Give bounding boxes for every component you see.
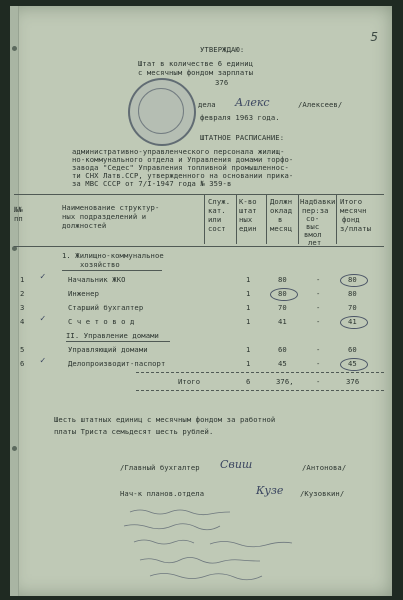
row-fund: 41 [348, 317, 357, 326]
row-bonus: - [316, 359, 321, 368]
row-bonus: - [316, 345, 321, 354]
heading-line: административно-управленческого персонала жилищ- [72, 147, 285, 156]
table-header-rule [14, 246, 384, 247]
row-bonus: - [316, 289, 321, 298]
approval-dept: дела [198, 100, 216, 109]
row-bonus: - [316, 317, 321, 326]
header-bonus-line: выс [306, 222, 320, 231]
approval-amount: 376 [215, 78, 229, 87]
total-label: Итого [178, 377, 201, 386]
column-divider [236, 194, 237, 244]
scribble-line [210, 542, 292, 547]
header-count-line: ных [239, 215, 253, 224]
summary-line: платы Триста семьдесят шесть рублей. [54, 427, 214, 436]
circled-value [340, 316, 368, 329]
heading-line: ти СНХ Латв.ССР, утвержденного на основании прика- [72, 171, 294, 180]
table-top-rule [14, 194, 384, 195]
scribble-line [140, 558, 260, 564]
header-bonus-line: вмол [304, 230, 322, 239]
header-bonus-line: лет [308, 238, 322, 247]
header-cat-line: Служ. [208, 197, 231, 206]
chief-accountant-signature: Свиш [220, 458, 253, 471]
planning-head-signature: Кузе [256, 484, 284, 497]
row-count: 1 [246, 345, 251, 354]
row-bonus: - [316, 275, 321, 284]
section-title-1-cont: хозяйство [80, 260, 120, 269]
row-num: 3 [20, 303, 25, 312]
header-count-line: един [239, 224, 257, 233]
row-fund: 45 [348, 359, 357, 368]
header-count-line: штат [239, 206, 257, 215]
row-salary: 41 [278, 317, 287, 326]
header-bonus-line: со- [306, 214, 320, 223]
row-fund: 70 [348, 303, 357, 312]
row-count: 1 [246, 275, 251, 284]
heading-line: завода "Седес" Управления топливной промышленнос- [72, 163, 289, 172]
header-name-line: должностей [62, 221, 107, 230]
total-rule-top [136, 372, 384, 373]
planning-head-role: Нач-к планов.отдела [120, 489, 205, 498]
row-num: 5 [20, 345, 25, 354]
row-salary: 80 [278, 289, 287, 298]
row-num: 2 [20, 289, 25, 298]
header-name-line: Наименование структур- [62, 203, 160, 212]
heading-line: но-коммунального отдела и Управления домами торфо- [72, 155, 294, 164]
header-cat-line: кат. [208, 206, 226, 215]
row-count: 1 [246, 303, 251, 312]
circled-value [340, 274, 368, 287]
scribble-line [124, 524, 220, 530]
approval-line-2: с месячным фондом зарплаты [138, 68, 254, 77]
row-fund: 80 [348, 275, 357, 284]
total-count: 6 [246, 377, 251, 386]
section-underline [66, 341, 170, 342]
section-title-2: II. Управление домами [66, 331, 159, 340]
checkmark-icon: ✓ [40, 272, 46, 282]
row-position: Делопроизводит-паспорт [68, 359, 166, 368]
total-salary: 376, [276, 377, 294, 386]
chief-accountant-name: /Антонова/ [302, 463, 347, 472]
row-fund: 80 [348, 289, 357, 298]
document-title: ШТАТНОЕ РАСПИСАНИЕ: [200, 133, 285, 142]
approval-line-1: Штат в количестве 6 единиц [138, 59, 254, 68]
header-name-line: ных подразделений и [62, 212, 147, 221]
header-bonus-line: пер:за [302, 206, 329, 215]
section-underline [62, 270, 162, 271]
header-salary-line: в [278, 215, 283, 224]
header-cat-line: сост [208, 224, 226, 233]
circled-value [270, 288, 298, 301]
approval-signature: Алекс [235, 96, 270, 109]
header-fund-line: месячн [340, 206, 367, 215]
scribble-line [134, 540, 194, 544]
row-position: Управляющий домами [68, 345, 148, 354]
header-cat-line: или [208, 215, 222, 224]
chief-accountant-role: /Главный бухгалтер [120, 463, 200, 472]
total-rule-bottom [136, 390, 384, 391]
page-number: 5 [370, 30, 378, 44]
header-num-line: №№ [14, 205, 23, 214]
binding-hole [12, 46, 17, 51]
header-salary-line: месяц [270, 224, 293, 233]
header-num-line: пп [14, 214, 23, 223]
summary-line: Шесть штатных единиц с месячным фондом за работной [54, 415, 276, 424]
binding-hole [12, 446, 17, 451]
column-divider [298, 194, 299, 244]
row-fund: 60 [348, 345, 357, 354]
heading-line: за МВС СССР от 7/I-1947 года № 359-в [72, 179, 232, 188]
scribble-line [150, 574, 262, 580]
official-seal [128, 78, 196, 146]
section-title-1: 1. Жилищно-коммунальное [62, 251, 164, 260]
header-salary-line: Должн [270, 197, 293, 206]
scribble-line [130, 510, 230, 515]
header-fund-line: фонд [342, 215, 360, 224]
header-fund-line: з/платы [340, 224, 371, 233]
column-divider [266, 194, 267, 244]
checkmark-icon: ✓ [40, 314, 46, 324]
row-count: 1 [246, 317, 251, 326]
header-count-line: К-во [239, 197, 257, 206]
row-salary: 70 [278, 303, 287, 312]
archival-notes-scribble [120, 502, 320, 592]
row-num: 1 [20, 275, 25, 284]
row-salary: 45 [278, 359, 287, 368]
row-salary: 60 [278, 345, 287, 354]
column-divider [336, 194, 337, 244]
binding-strip [10, 6, 19, 596]
row-num: 4 [20, 317, 25, 326]
header-fund-line: Итого [340, 197, 363, 206]
row-position: Начальник ЖКО [68, 275, 126, 284]
row-salary: 80 [278, 275, 287, 284]
column-divider [204, 194, 205, 244]
row-count: 1 [246, 289, 251, 298]
header-salary-line: оклад [270, 206, 293, 215]
row-position: Инженер [68, 289, 99, 298]
header-bonus-line: Надбавки [300, 197, 336, 206]
approval-date: февраля 1963 года. [200, 113, 280, 122]
planning-head-name: /Кузовкин/ [300, 489, 345, 498]
row-position: С ч е т о в о д [68, 317, 135, 326]
row-position: Старший бухгалтер [68, 303, 144, 312]
total-fund: 376 [346, 377, 360, 386]
total-bonus: - [316, 377, 321, 386]
row-count: 1 [246, 359, 251, 368]
approval-signatory: /Алексеев/ [298, 100, 343, 109]
row-bonus: - [316, 303, 321, 312]
approval-title: УТВЕРЖДАЮ: [200, 45, 245, 54]
checkmark-icon: ✓ [40, 356, 46, 366]
circled-value [340, 358, 368, 371]
row-num: 6 [20, 359, 25, 368]
document-page [10, 6, 392, 596]
